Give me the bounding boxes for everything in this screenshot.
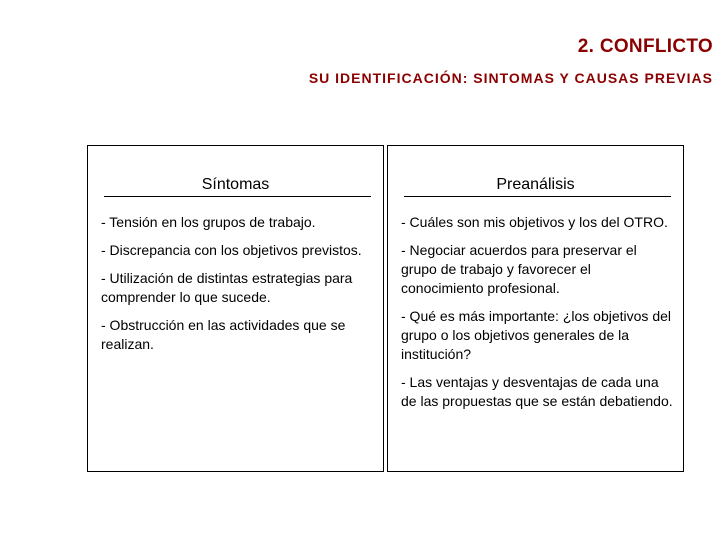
sintomas-item: - Utilización de distintas estrategias para comprender lo que sucede. [101,270,353,305]
sintomas-item: - Obstrucción en las actividades que se realizan. [101,317,346,352]
sintomas-heading-divider [104,196,371,197]
preanalisis-heading: Preanálisis [496,176,575,193]
slide-title: 2. CONFLICTO [577,36,713,57]
preanalisis-list [401,213,675,420]
preanalisis-item: - Las ventajas y desventajas de cada una de las propuestas que se están debatiendo. [401,374,673,409]
slide-subtitle: SU IDENTIFICACIÓN: SINTOMAS Y CAUSAS PREVIAS [308,70,713,86]
sintomas-item: - Tensión en los grupos de trabajo. [101,214,316,230]
preanalisis-item: - Cuáles son mis objetivos y los del OTRO. [401,214,668,230]
sintomas-panel [87,145,384,472]
sintomas-item: - Discrepancia con los objetivos previstos. [101,242,362,258]
preanalisis-item: - Qué es más importante: ¿los objetivos del grupo o los objetivos generales de la institución? [401,308,672,362]
sintomas-heading: Síntomas [201,176,270,193]
preanalisis-item: - Negociar acuerdos para preservar el grupo de trabajo y favorecer el conocimiento profesional. [401,242,637,296]
sintomas-list [101,213,375,363]
preanalisis-heading-divider [404,196,671,197]
preanalisis-panel [387,145,684,472]
